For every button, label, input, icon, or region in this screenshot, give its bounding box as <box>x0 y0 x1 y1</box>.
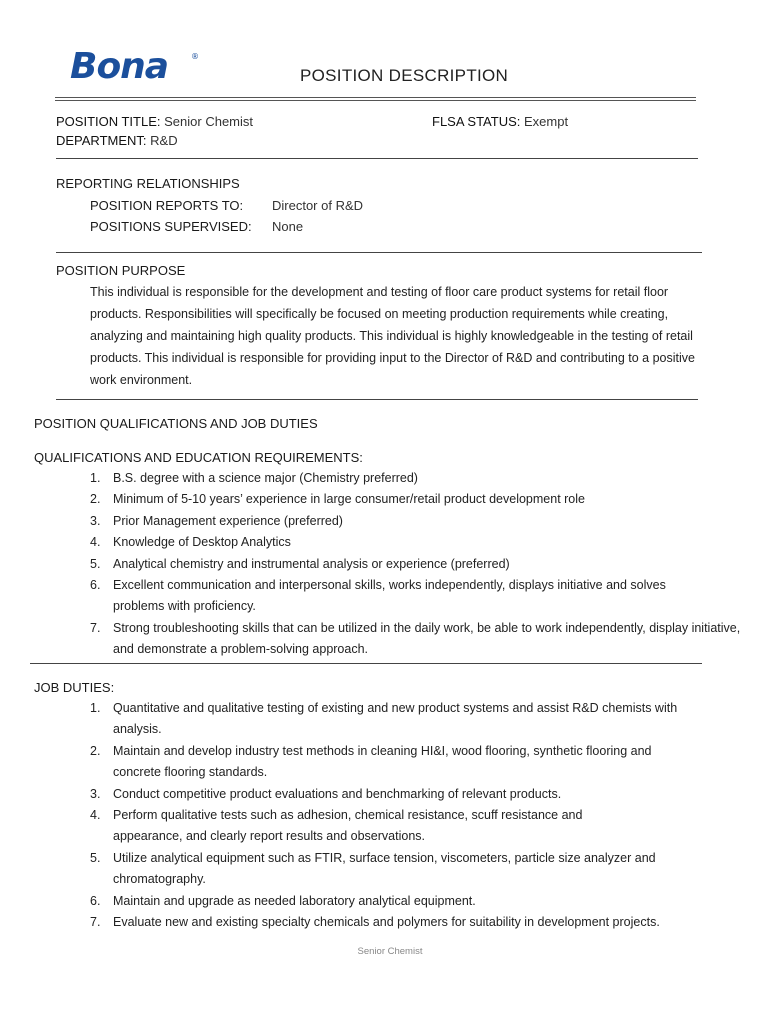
list-item: 6. Excellent communication and interpersonal skills, works independently, displays initiative and solves problems with proficiency. <box>90 578 666 614</box>
divider <box>56 399 698 400</box>
divider <box>56 252 702 253</box>
divider <box>56 158 698 159</box>
list-item: 1. Quantitative and qualitative testing of existing and new product systems and assist R&D chemists with analysis. <box>90 701 678 737</box>
position-title-value: Senior Chemist <box>164 114 254 129</box>
department-row <box>56 132 178 150</box>
list-item: 2. Minimum of 5-10 years’ experience in large consumer/retail product development role <box>90 492 585 507</box>
department-label: DEPARTMENT: <box>56 133 147 148</box>
list-item: 5. Analytical chemistry and instrumental analysis or experience (preferred) <box>90 556 510 571</box>
document-title: POSITION DESCRIPTION <box>300 66 509 85</box>
list-item: 4. Knowledge of Desktop Analytics <box>90 535 291 550</box>
title-rule-bottom <box>55 100 696 101</box>
qualifications-list <box>0 468 762 661</box>
position-title-label: POSITION TITLE: <box>56 114 161 129</box>
list-item: 2. Maintain and develop industry test methods in cleaning HI&I, wood flooring, synthetic flooring and concrete flooring standards. <box>90 743 652 780</box>
bona-logo: Bona <box>70 46 169 87</box>
purpose-paragraph: This individual is responsible for the development and testing of floor care product systems for retail floor products. Responsibilities will specifically be focused on meeting production requirements while creating, analyzing and maintaining high quality products. This individual is highly knowledgeable in the testing of retail products. This individual is responsible for providing input to the Director of R&D and contributing to a positive work environment. <box>90 285 695 387</box>
department-value: R&D <box>150 133 178 148</box>
qualifications-section-title: POSITION QUALIFICATIONS AND JOB DUTIES <box>34 416 318 431</box>
title-rule-top <box>55 97 696 98</box>
list-item: 7. Evaluate new and existing specialty chemicals and polymers for suitability in development projects. <box>90 915 660 930</box>
list-item: 3. Prior Management experience (preferred) <box>90 513 343 528</box>
list-item: 5. Utilize analytical equipment such as FTIR, surface tension, viscometers, particle size analyzer and chromatography. <box>90 850 656 887</box>
flsa-status-value: Exempt <box>524 114 569 129</box>
list-item: 1. B.S. degree with a science major (Chemistry preferred) <box>90 471 418 485</box>
supervised-value: None <box>272 219 304 234</box>
page-footer: Senior Chemist <box>357 946 423 957</box>
reports-to-label: POSITION REPORTS TO: <box>90 198 244 213</box>
flsa-status-row <box>432 113 568 131</box>
job-duties-list <box>0 698 712 933</box>
job-duties-heading: JOB DUTIES: <box>34 680 115 695</box>
divider <box>30 663 702 664</box>
purpose-heading: POSITION PURPOSE <box>56 263 186 278</box>
reports-to-value: Director of R&D <box>272 198 364 213</box>
position-title-row <box>56 113 253 131</box>
supervised-label: POSITIONS SUPERVISED: <box>90 219 252 234</box>
qualifications-heading: QUALIFICATIONS AND EDUCATION REQUIREMENTS: <box>34 450 363 465</box>
registered-mark: ® <box>191 52 199 61</box>
list-item: 4. Perform qualitative tests such as adhesion, chemical resistance, scuff resistance and appearance, and clearly report results and observations. <box>90 808 583 844</box>
purpose-text <box>90 281 710 391</box>
list-item: 7. Strong troubleshooting skills that can be utilized in the daily work, be able to work independently, display initiative, and demonstrate a problem-solving approach. <box>90 620 741 657</box>
flsa-status-label: FLSA STATUS: <box>432 114 521 129</box>
list-item: 6. Maintain and upgrade as needed laboratory analytical equipment. <box>90 893 476 908</box>
reporting-heading: REPORTING RELATIONSHIPS <box>56 176 240 191</box>
list-item: 3. Conduct competitive product evaluations and benchmarking of relevant products. <box>90 786 562 801</box>
